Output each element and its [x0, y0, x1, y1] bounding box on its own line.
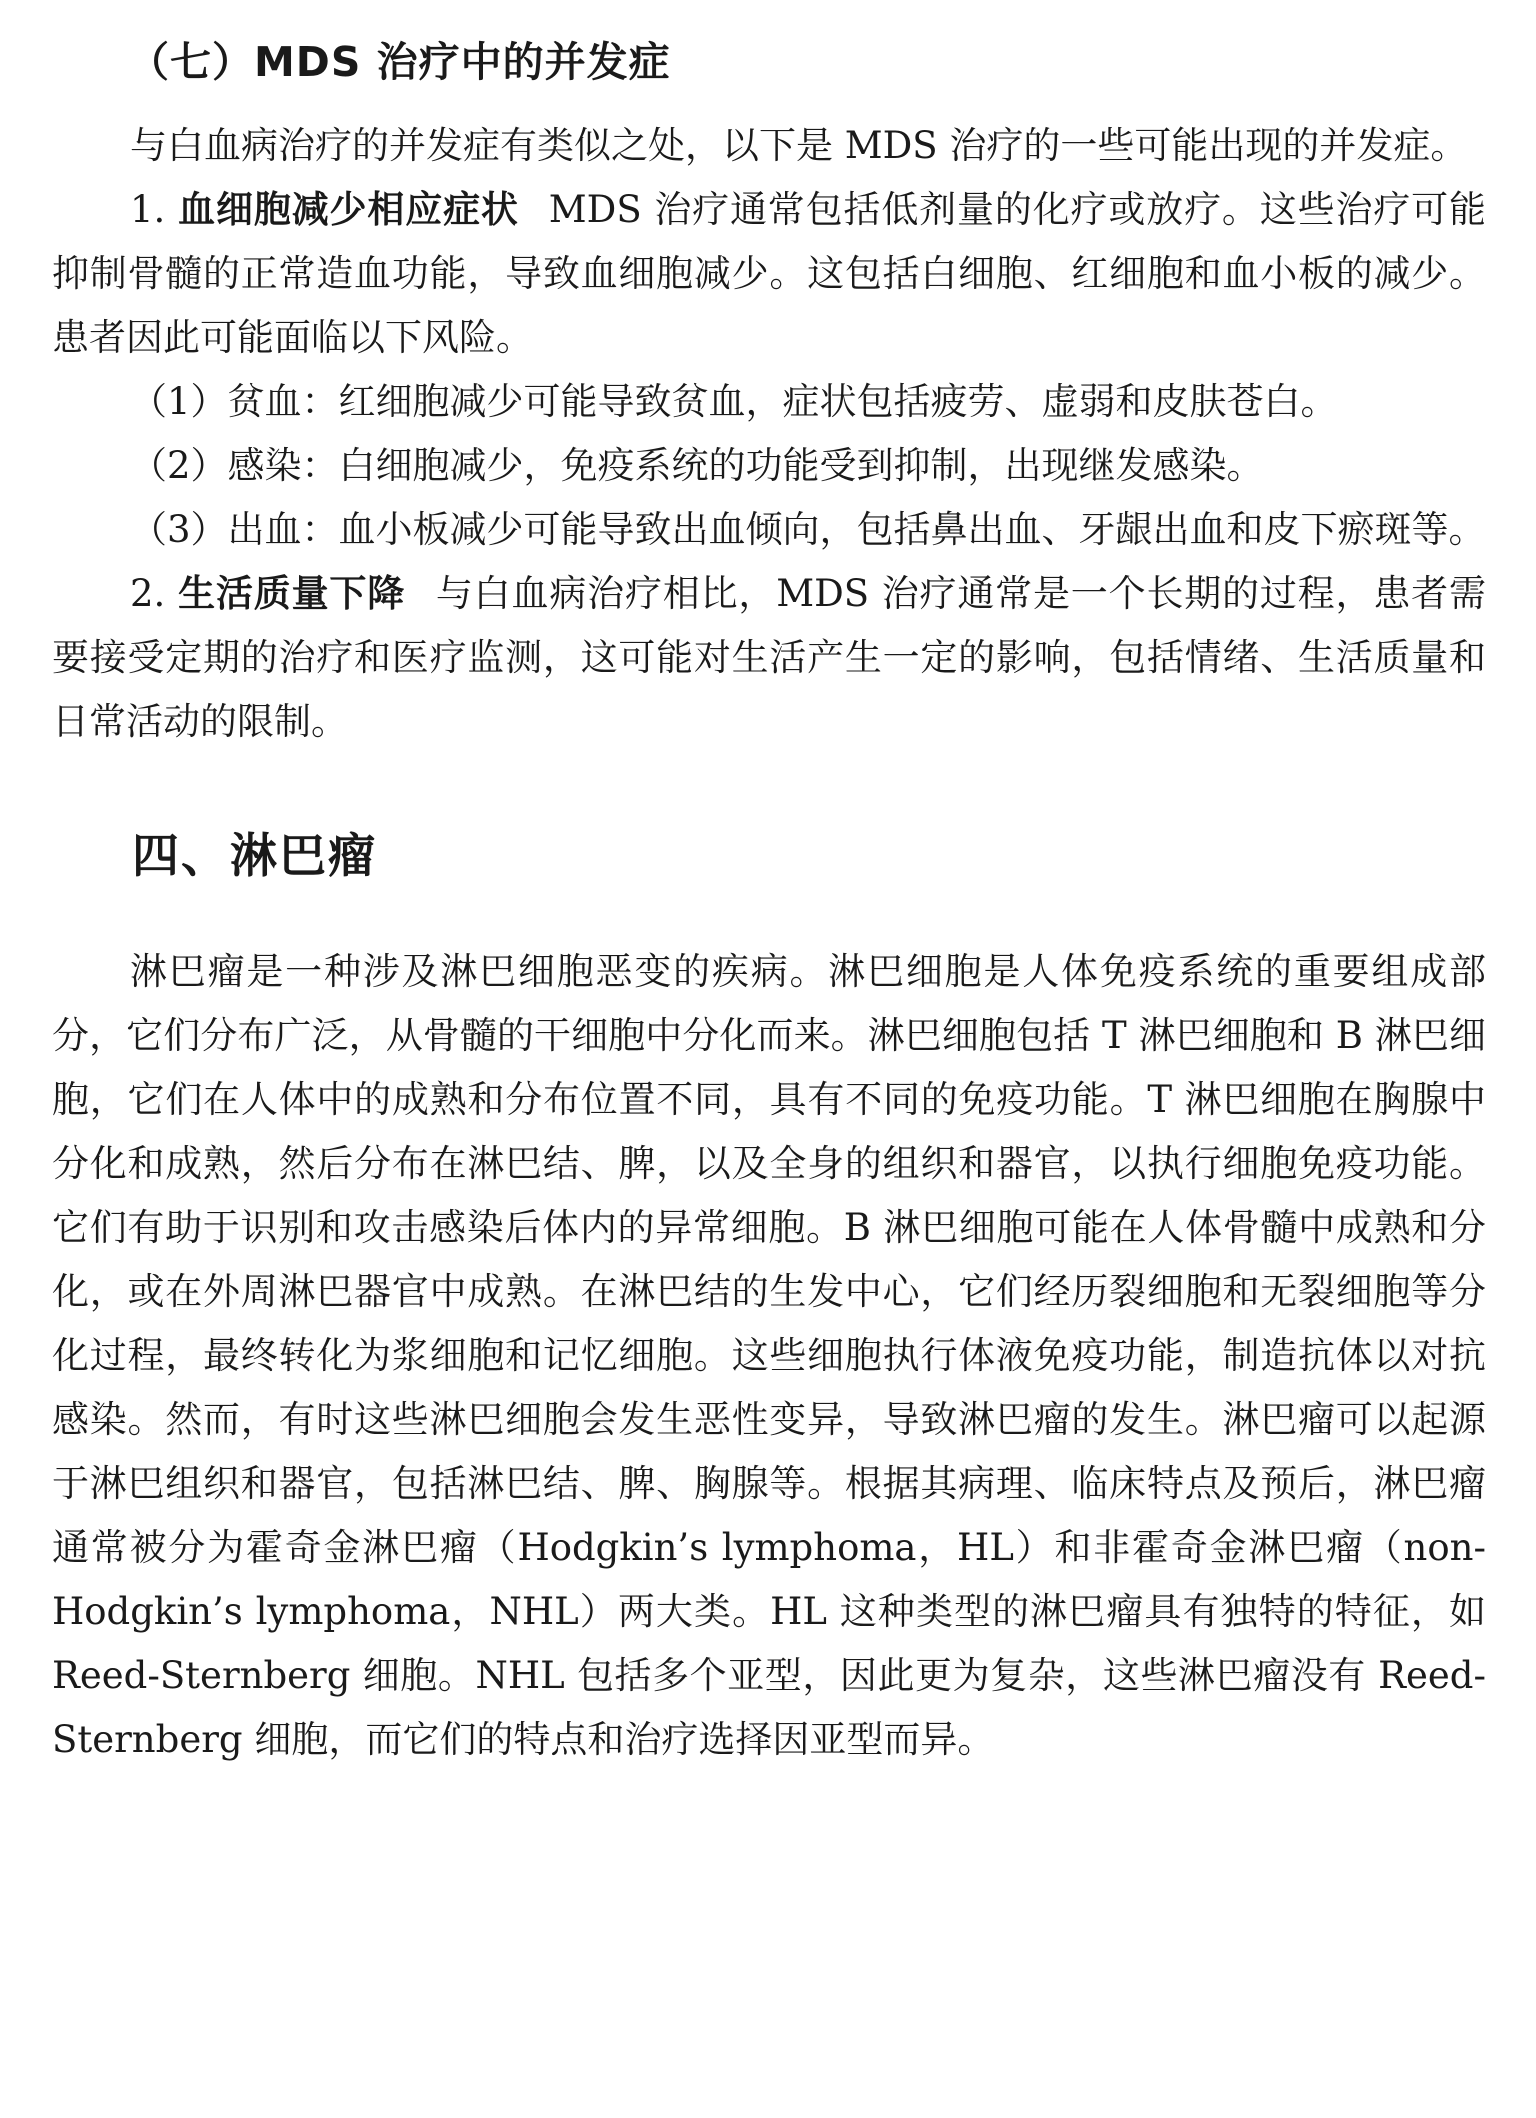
- item-1-number: 1.: [130, 188, 166, 231]
- sub-item-bleeding: （3）出血：血小板减少可能导致出血倾向，包括鼻出血、牙龈出血和皮下瘀斑等。: [130, 508, 1486, 551]
- item-2-paragraph: [52, 562, 1486, 754]
- item-2-text: 与白血病治疗相比，MDS 治疗通常是一个长期的过程，患者需要接受定期的治疗和医疗监测，这可能对生活产生一定的影响，包括情绪、生活质量和日常活动的限制。: [52, 572, 1486, 743]
- sub-item-infection: （2）感染：白细胞减少，免疫系统的功能受到抑制，出现继发感染。: [130, 444, 1264, 487]
- lymphoma-body: 淋巴瘤是一种涉及淋巴细胞恶变的疾病。淋巴细胞是人体免疫系统的重要组成部分，它们分布广泛，从骨髓的干细胞中分化而来。淋巴细胞包括 T 淋巴细胞和 B 淋巴细胞，它们在人体中的成熟和分布位置不同，具有不同的免疫功能。T 淋巴细胞在胸腺中分化和成熟，然后分布在淋巴结、脾，以及全身的组织和器官，以执行细胞免疫功能。它们有助于识别和攻击感染后体内的异常细胞。B 淋巴细胞可能在人体骨髓中成熟和分化，或在外周淋巴器官中成熟。在淋巴结的生发中心，它们经历裂细胞和无裂细胞等分化过程，最终转化为浆细胞和记忆细胞。这些细胞执行体液免疫功能，制造抗体以对抗感染。然而，有时这些淋巴细胞会发生恶性变异，导致淋巴瘤的发生。淋巴瘤可以起源于淋巴组织和器官，包括淋巴结、脾、胸腺等。根据其病理、临床特点及预后，淋巴瘤通常被分为霍奇金淋巴瘤（Hodgkin’s lymphoma，HL）和非霍奇金淋巴瘤（non-Hodgkin’s lymphoma，NHL）两大类。HL 这种类型的淋巴瘤具有独特的特征，如 Reed-Sternberg 细胞。NHL 包括多个亚型，因此更为复杂，这些淋巴瘤没有 Reed-Sternberg 细胞，而它们的特点和治疗选择因亚型而异。: [52, 950, 1486, 1761]
- item-1-paragraph: [52, 178, 1486, 370]
- chapter-title: 四、淋巴瘤: [132, 829, 377, 884]
- item-2-number: 2.: [130, 572, 166, 615]
- section-intro: 与白血病治疗的并发症有类似之处，以下是 MDS 治疗的一些可能出现的并发症。: [130, 124, 1468, 167]
- item-1-text: MDS 治疗通常包括低剂量的化疗或放疗。这些治疗可能抑制骨髓的正常造血功能，导致血细胞减少。这包括白细胞、红细胞和血小板的减少。患者因此可能面临以下风险。: [52, 188, 1486, 359]
- sub-item-anemia: （1）贫血：红细胞减少可能导致贫血，症状包括疲劳、虚弱和皮肤苍白。: [130, 380, 1338, 423]
- item-1-heading: 血细胞减少相应症状: [177, 188, 519, 231]
- item-2-heading: 生活质量下降: [177, 572, 406, 615]
- section-title: （七）MDS 治疗中的并发症: [128, 38, 671, 86]
